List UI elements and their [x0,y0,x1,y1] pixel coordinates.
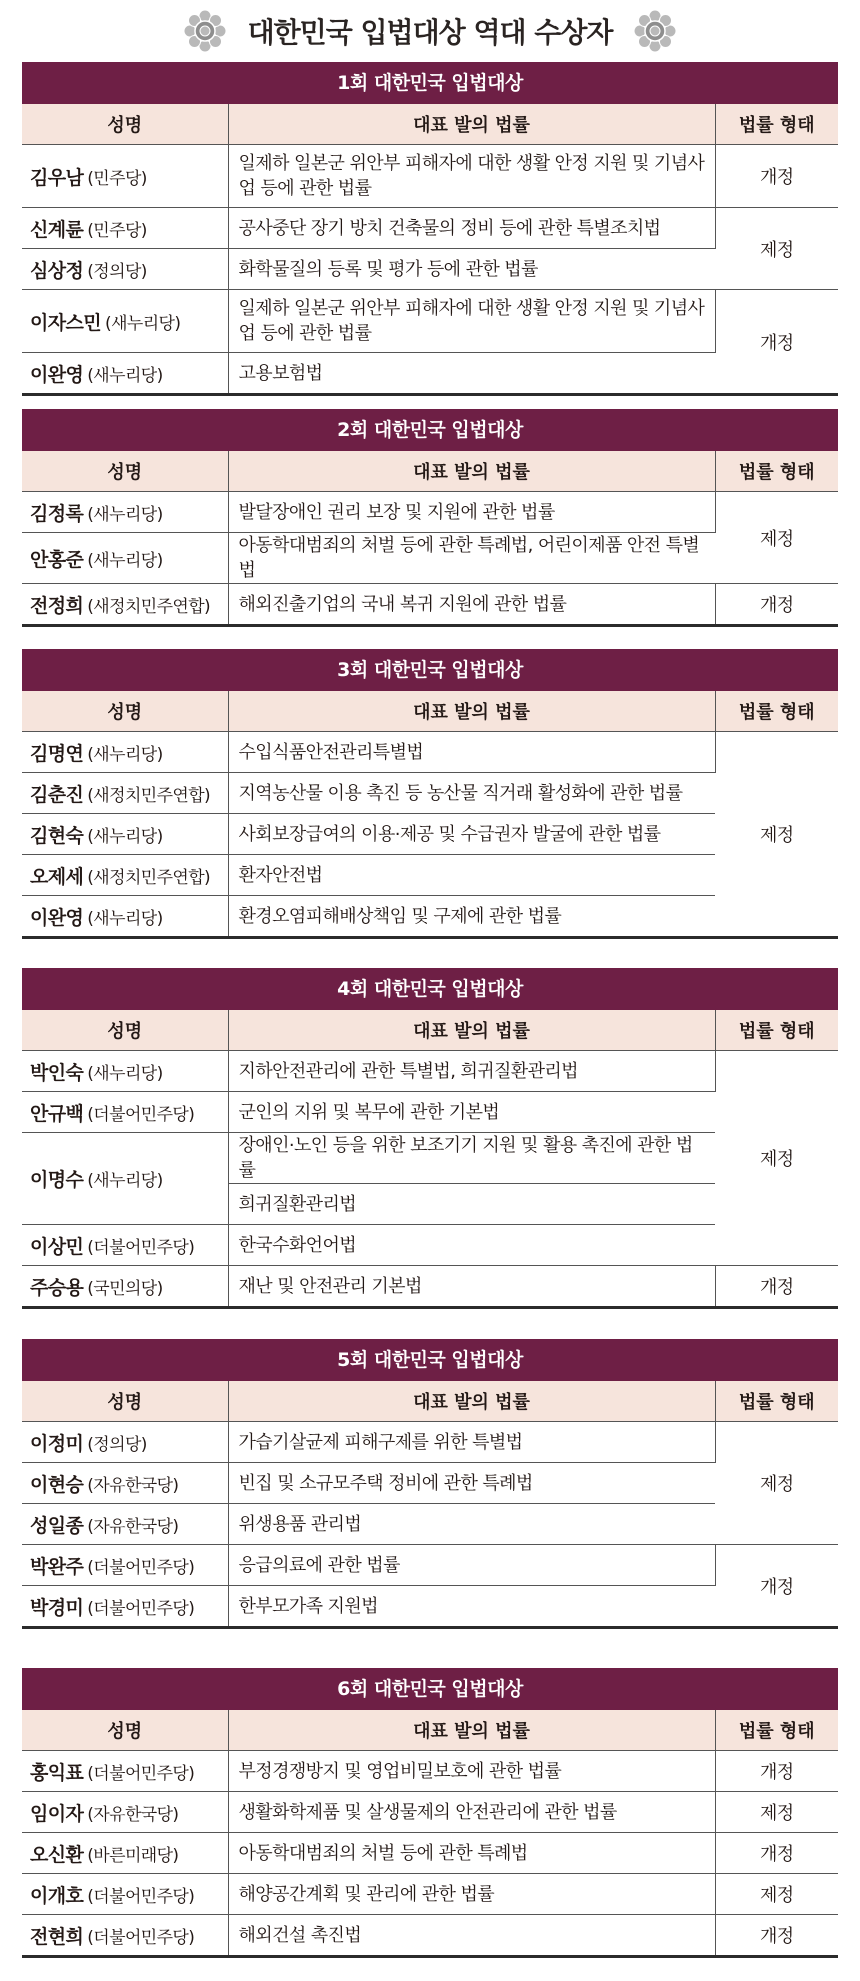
law-title: 발달장애인 권리 보장 및 지원에 관한 법률 [228,492,715,533]
awardee-cell [22,814,228,855]
law-form: 제정 [715,208,838,290]
law-title: 환경오염피해배상책임 및 구제에 관한 법률 [228,896,715,938]
table-row [22,290,838,353]
awardees-table [22,451,838,627]
awardee-cell [22,353,228,395]
award-section-1 [22,62,838,396]
table-row [22,1833,838,1874]
awardee-party: (자유한국당) [87,1804,179,1825]
law-title: 지하안전관리에 관한 특별법, 희귀질환관리법 [228,1051,715,1092]
awardee-party: (정의당) [87,1434,147,1455]
table-row [22,584,838,626]
col-header-law: 대표 발의 법률 [228,1710,715,1751]
awardee-party: (국민의당) [87,1278,163,1299]
flower-icon [184,10,226,52]
col-header-name: 성명 [22,691,228,732]
awardee-party: (새누리당) [87,744,163,765]
law-form: 제정 [715,1051,838,1266]
awardee-cell [22,1915,228,1957]
table-row [22,1545,838,1586]
law-form: 제정 [715,732,838,938]
law-title: 해외진출기업의 국내 복귀 지원에 관한 법률 [228,584,715,626]
law-title: 부정경쟁방지 및 영업비밀보호에 관한 법률 [228,1751,715,1792]
awardee-name: 전현희 [30,1925,84,1948]
law-title: 수입식품안전관리특별법 [228,732,715,773]
awardee-cell [22,584,228,626]
awardee-cell [22,208,228,249]
awardee-cell [22,492,228,533]
col-header-name: 성명 [22,1010,228,1051]
awardee-party: (새누리당) [87,550,163,571]
awardee-party: (더불어민주당) [87,1237,195,1258]
law-title: 가습기살균제 피해구제를 위한 특별법 [228,1422,715,1463]
law-title: 위생용품 관리법 [228,1504,715,1545]
awardee-party: (더불어민주당) [87,1927,195,1948]
awardee-cell [22,1225,228,1266]
award-section-4 [22,968,838,1309]
awardee-party: (새정치민주연합) [87,596,211,617]
law-title: 일제하 일본군 위안부 피해자에 대한 생활 안정 지원 및 기념사업 등에 관한 법률 [228,290,715,353]
awardee-party: (새정치민주연합) [87,867,211,888]
col-header-name: 성명 [22,1710,228,1751]
awardee-name: 박인숙 [30,1061,84,1084]
awardee-cell [22,1586,228,1628]
awardee-name: 안홍준 [30,548,84,571]
awardee-cell [22,1792,228,1833]
awardee-name: 전정희 [30,594,84,617]
law-title: 공사중단 장기 방치 건축물의 정비 등에 관한 특별조치법 [228,208,715,249]
col-header-law: 대표 발의 법률 [228,1010,715,1051]
table-row [22,1266,838,1308]
awardee-cell [22,1463,228,1504]
awardee-name: 이현승 [30,1473,84,1496]
awardee-party: (정의당) [87,261,147,282]
awardee-name: 주승용 [30,1276,84,1299]
award-section-6 [22,1668,838,1958]
law-title: 아동학대범죄의 처벌 등에 관한 특례법, 어린이제품 안전 특별법 [228,533,715,584]
awardee-cell [22,1545,228,1586]
col-header-form: 법률 형태 [715,1381,838,1422]
table-row [22,1751,838,1792]
law-form: 개정 [715,1751,838,1792]
awardee-cell [22,145,228,208]
awardee-party: (더불어민주당) [87,1763,195,1784]
awardee-name: 오신환 [30,1843,84,1866]
col-header-form: 법률 형태 [715,1010,838,1051]
section-heading: 6회 대한민국 입법대상 [22,1668,838,1710]
section-heading: 2회 대한민국 입법대상 [22,409,838,451]
col-header-law: 대표 발의 법률 [228,1381,715,1422]
award-section-2 [22,409,838,627]
awardee-name: 김현숙 [30,824,84,847]
table-row [22,208,838,249]
awardee-cell [22,1874,228,1915]
table-row [22,145,838,208]
awardee-cell [22,1422,228,1463]
col-header-law: 대표 발의 법률 [228,691,715,732]
awardee-cell [22,290,228,353]
awardee-party: (민주당) [87,220,147,241]
law-title: 고용보험법 [228,353,715,395]
awardee-name: 박완주 [30,1555,84,1578]
awardee-name: 김춘진 [30,783,84,806]
awardee-cell [22,896,228,938]
flower-icon [634,10,676,52]
awardee-name: 오제세 [30,865,84,888]
awardee-party: (더불어민주당) [87,1886,195,1907]
section-heading: 3회 대한민국 입법대상 [22,649,838,691]
awardees-table [22,1010,838,1309]
law-title: 아동학대범죄의 처벌 등에 관한 특례법 [228,1833,715,1874]
awardee-party: (새누리당) [105,313,181,334]
awardees-table [22,1381,838,1629]
law-title: 장애인·노인 등을 위한 보조기기 지원 및 활용 촉진에 관한 법률 [228,1133,715,1184]
awardee-name: 이명수 [30,1169,84,1191]
award-section-5 [22,1339,838,1629]
col-header-name: 성명 [22,451,228,492]
awardee-cell [22,1751,228,1792]
awardee-cell [22,1051,228,1092]
page-title: 대한민국 입법대상 역대 수상자 [247,16,613,49]
awardee-cell [22,773,228,814]
law-title: 한부모가족 지원법 [228,1586,715,1628]
law-form: 개정 [715,1266,838,1308]
awardee-cell [22,533,228,584]
law-title: 생활화학제품 및 살생물제의 안전관리에 관한 법률 [228,1792,715,1833]
law-title: 응급의료에 관한 법률 [228,1545,715,1586]
page-header [0,0,860,62]
awardee-cell [22,1833,228,1874]
law-title: 환자안전법 [228,855,715,896]
awardee-name: 홍익표 [30,1761,84,1784]
awardee-name: 김우남 [30,166,84,189]
law-form: 개정 [715,1833,838,1874]
col-header-name: 성명 [22,104,228,145]
awardee-party: (자유한국당) [87,1475,179,1496]
awardee-name: 이정미 [30,1432,84,1455]
table-row [22,492,838,533]
awardee-name: 임이자 [30,1802,84,1825]
awardee-cell [22,855,228,896]
awardee-cell [22,1266,228,1308]
awardee-name: 이완영 [30,906,84,929]
law-form: 개정 [715,290,838,395]
awardee-party: (바른미래당) [87,1845,179,1866]
table-row [22,732,838,773]
award-section-3 [22,649,838,939]
awardee-party: (새누리당) [87,826,163,847]
awardee-name: 박경미 [30,1596,84,1619]
law-title: 희귀질환관리법 [228,1184,715,1225]
awardee-party: (새정치민주연합) [87,785,211,806]
law-title: 지역농산물 이용 촉진 등 농산물 직거래 활성화에 관한 법률 [228,773,715,814]
law-form: 제정 [715,1792,838,1833]
law-title: 빈집 및 소규모주택 정비에 관한 특례법 [228,1463,715,1504]
law-title: 일제하 일본군 위안부 피해자에 대한 생활 안정 지원 및 기념사업 등에 관한 법률 [228,145,715,208]
col-header-name: 성명 [22,1381,228,1422]
law-form: 개정 [715,584,838,626]
law-form: 개정 [715,145,838,208]
col-header-form: 법률 형태 [715,691,838,732]
awardee-name: 성일종 [30,1514,84,1537]
table-row [22,1422,838,1463]
awardee-party: (더불어민주당) [87,1598,195,1619]
awardee-party: (새누리당) [87,504,163,525]
awardee-name: 이완영 [30,363,84,386]
awardee-name: 신계륜 [30,218,84,241]
table-row [22,1051,838,1092]
law-title: 군인의 지위 및 복무에 관한 기본법 [228,1092,715,1133]
awardee-name: 이자스민 [30,311,102,334]
law-title: 화학물질의 등록 및 평가 등에 관한 법률 [228,249,715,290]
awardee-name: 김명연 [30,742,84,765]
awardee-party: (새누리당) [87,1171,163,1191]
awardee-cell [22,249,228,290]
section-heading: 1회 대한민국 입법대상 [22,62,838,104]
awardee-party: (새누리당) [87,908,163,929]
awardee-party: (더불어민주당) [87,1104,195,1125]
law-form: 제정 [715,1874,838,1915]
col-header-law: 대표 발의 법률 [228,104,715,145]
awardees-table [22,691,838,939]
awardee-name: 김정록 [30,502,84,525]
law-title: 해양공간계획 및 관리에 관한 법률 [228,1874,715,1915]
section-heading: 5회 대한민국 입법대상 [22,1339,838,1381]
awardees-table [22,1710,838,1958]
law-title: 재난 및 안전관리 기본법 [228,1266,715,1308]
awardee-party: (새누리당) [87,1063,163,1084]
awardee-name: 이개호 [30,1884,84,1907]
awardee-cell [22,1504,228,1545]
law-form: 개정 [715,1915,838,1957]
law-form: 제정 [715,1422,838,1545]
awardee-cell [22,1092,228,1133]
table-row [22,1915,838,1957]
law-title: 사회보장급여의 이용·제공 및 수급권자 발굴에 관한 법률 [228,814,715,855]
law-title: 해외건설 촉진법 [228,1915,715,1957]
awardee-party: (민주당) [87,168,147,189]
awardee-cell [22,1133,228,1225]
col-header-form: 법률 형태 [715,104,838,145]
awardee-name: 심상정 [30,259,84,282]
section-heading: 4회 대한민국 입법대상 [22,968,838,1010]
law-title: 한국수화언어법 [228,1225,715,1266]
table-row [22,1792,838,1833]
awardee-name: 안규백 [30,1102,84,1125]
awardee-name: 이상민 [30,1235,84,1258]
col-header-form: 법률 형태 [715,1710,838,1751]
col-header-law: 대표 발의 법률 [228,451,715,492]
awardee-party: (새누리당) [87,365,163,386]
awardee-party: (더불어민주당) [87,1557,195,1578]
law-form: 제정 [715,492,838,584]
awardees-table [22,104,838,396]
awardee-party: (자유한국당) [87,1516,179,1537]
awardee-cell [22,732,228,773]
col-header-form: 법률 형태 [715,451,838,492]
table-row [22,1874,838,1915]
law-form: 개정 [715,1545,838,1628]
